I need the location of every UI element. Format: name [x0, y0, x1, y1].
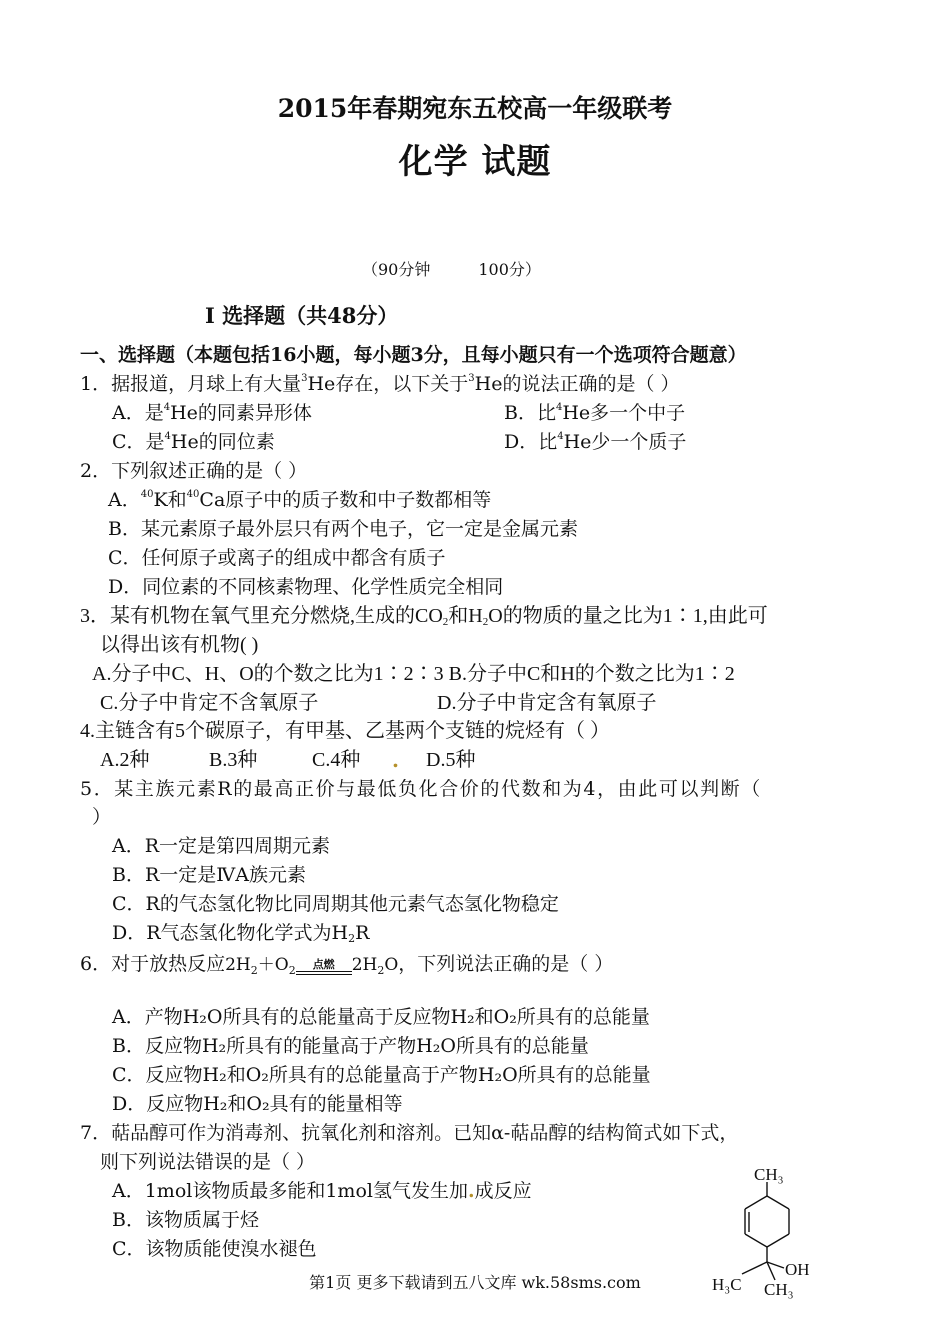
q6-option-b: B．反应物H₂所具有的能量高于产物H₂O所具有的总能量: [112, 1035, 589, 1057]
q3-option-c: C.分子中肯定不含氧原子: [100, 692, 319, 714]
q2-option-c: C．任何原子或离子的组成中都含有质子: [108, 547, 446, 569]
q2-option-a: A．$^{40}$K和$^{40}$Ca原子中的质子数和中子数都相等: [108, 489, 492, 511]
q2-option-b: B．某元素原子最外层只有两个电子，它一定是金属元素: [108, 518, 578, 540]
q6-option-d: D．反应物H₂和O₂具有的能量相等: [112, 1093, 403, 1115]
q5-option-b: B．R一定是ⅣA族元素: [112, 864, 306, 886]
exam-duration: [362, 258, 541, 282]
q2-stem: 2．下列叙述正确的是（ ）: [80, 460, 308, 482]
q4-option-c: C.4种: [312, 749, 361, 771]
q3-stem: 3．某有机物在氧气里充分燃烧,生成的$CO_2$和$H_2O$的物质的量之比为1∶1,由此可: [80, 605, 768, 628]
q7-option-b: B．该物质属于烃: [112, 1209, 259, 1231]
reaction-arrow: [296, 959, 352, 975]
page-footer: 第1页 更多下载请到五八文库 wk.58sms.com: [309, 1273, 641, 1292]
combustion-equation: $2H_2+O_2$ 点燃 $2H_2O$: [225, 955, 399, 977]
q7-option-c: C．该物质能使溴水褪色: [112, 1238, 317, 1260]
q5-option-a: A．R一定是第四周期元素: [112, 835, 331, 857]
q4-option-d: D.5种: [426, 749, 476, 771]
section-instruction: 一、选择题（本题包括16小题，每小题3分，且每小题只有一个选项符合题意）: [80, 344, 747, 366]
q5-stem-cont: ）: [92, 806, 112, 828]
q4-option-a: A.2种: [100, 749, 150, 771]
q3-option-d: D.分子中肯定含有氧原子: [437, 692, 657, 714]
q7-stem: 7．萜品醇可作为消毒剂、抗氧化剂和溶剂。已知α-萜品醇的结构简式如下式，: [80, 1122, 739, 1144]
reaction-condition: 点燃: [312, 958, 335, 971]
q5-option-c: C．R的气态氢化物比同周期其他元素气态氢化物稳定: [112, 893, 559, 915]
q1-option-d: D．比$^4$He少一个质子: [504, 431, 687, 453]
section-title: I 选择题（共48分）: [205, 303, 399, 328]
q1-stem: 1．据报道，月球上有大量$^3$He存在，以下关于$^3$He的说法正确的是（ ）: [80, 373, 680, 395]
q5-option-d: D．R气态氢化物化学式为$H_2R$: [112, 922, 370, 945]
ch3-right-label: CH₃: [764, 1280, 794, 1299]
q1-option-a: A．是$^4$He的同素异形体: [112, 402, 312, 424]
oh-label: OH: [785, 1260, 810, 1279]
exam-subtitle: 化学 试题: [398, 142, 552, 182]
score-text: 100分）: [478, 260, 541, 279]
exam-title: 2015年春期宛东五校高一年级联考: [277, 94, 673, 123]
q3-stem-cont: 以得出该有机物( ): [100, 634, 259, 656]
q6-stem: 6．对于放热反应$2H_2+O_2$ 点燃 $2H_2O$，下列说法正确的是（ ）: [80, 953, 614, 977]
ch3-top-label: CH₃: [754, 1165, 784, 1184]
q3-options-ab: A.分子中C、H、O的个数之比为1∶2∶3 B.分子中C和H的个数之比为1∶2: [92, 663, 735, 685]
q1-option-c: C．是$^4$He的同位素: [112, 431, 275, 453]
q7-stem-cont: 则下列说法错误的是（ ）: [100, 1151, 316, 1173]
q2-option-d: D．同位素的不同核素物理、化学性质完全相同: [108, 576, 504, 598]
q4-option-b: B.3种: [209, 749, 258, 771]
q4-dot: .: [392, 748, 399, 772]
q5-stem: 5．某主族元素R的最高正价与最低负化合价的代数和为4，由此可以判断（: [80, 778, 762, 800]
q4-stem: 4.主链含有5个碳原子，有甲基、乙基两个支链的烷烃有（ ）: [80, 720, 610, 742]
q6-option-c: C．反应物H₂和O₂所具有的总能量高于产物H₂O所具有的总能量: [112, 1064, 651, 1086]
time-text: （90分钟: [362, 260, 431, 279]
q6-option-a: A．产物H₂O所具有的总能量高于反应物H₂和O₂所具有的总能量: [112, 1006, 650, 1028]
h3c-label: H₃C: [712, 1275, 742, 1294]
q7-option-a: A．1mol该物质最多能和1mol氢气发生加.成反应: [112, 1180, 532, 1202]
q1-option-b: B．比$^4$He多一个中子: [504, 402, 686, 424]
